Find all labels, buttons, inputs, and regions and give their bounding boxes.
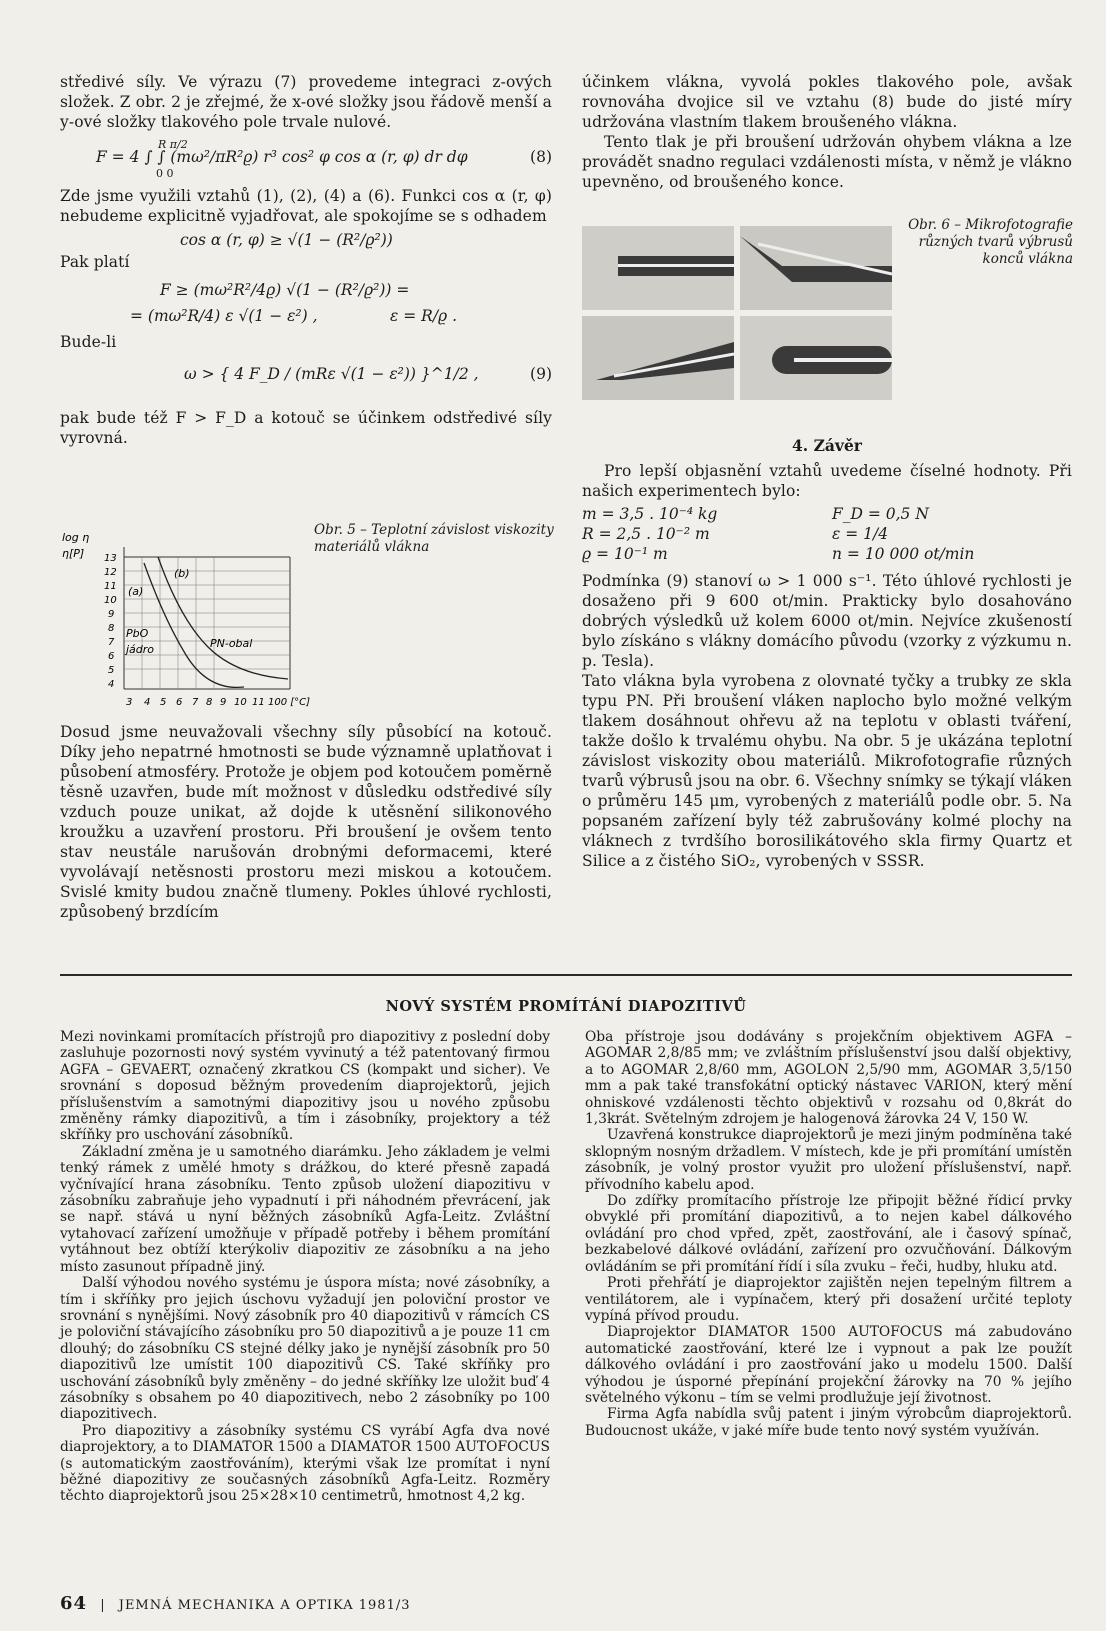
- article-divider: [60, 974, 1072, 976]
- paragraph: Další výhodou nového systému je úspora místa; nové zásobníky, a tím i skříňky pro jejich úschovu vyžadují jen poloviční prostor ve srovnání s nynějšími. Nový zásobník pro 40 diapozitivů v rámcích CS je poloviční stávajícího zásobníku pro 50 diapozitivů a je pouze 11 cm dlouhý; do zásobníku CS stejné délky jako je nynější zásobník pro 50 diapozitivů lze umístit 100 diapozitivů CS. Také skříňky pro uschování zásobníků byly změněny – do jedné skříňky lze uložit buď 4 zásobníky s obsahem po 40 diapozitivech, nebo 2 zásobníky po 100 diapozitivech.: [60, 1275, 550, 1423]
- upper-left-column-continued: [60, 722, 552, 922]
- y-tick: 11: [104, 581, 117, 592]
- equation-8: F = 4 ∫ ∫ (mω²/πR²ϱ) r³ cos² φ cos α (r, φ) dr dφ (8): [96, 148, 552, 166]
- y-tick: 9: [108, 609, 115, 620]
- equation-9-number: (9): [530, 365, 552, 383]
- equation-8-limits: R π/2: [158, 138, 188, 151]
- inequality-1: cos α (r, φ) ≥ √(1 − (R²/ϱ²)): [180, 231, 393, 249]
- value-n: n = 10 000 ot/min: [832, 545, 975, 563]
- paragraph: Podmínka (9) stanoví ω > 1 000 s⁻¹. Této úhlové rychlosti je dosaženo při 9 600 ot/min. Prakticky bylo dosahováno dobrých výsledků už kolem 6000 ot/min. Nejvíce zkušeností bylo získáno s vlákny domácího původu (vzorky z výzkumu n. p. Tesla).: [582, 572, 1072, 670]
- upper-left-column: [60, 72, 552, 448]
- x-tick: 11: [252, 697, 265, 708]
- viscosity-graph: [60, 527, 330, 717]
- value-epsilon: ε = 1/4: [832, 525, 889, 543]
- experiment-values: [582, 505, 1072, 563]
- x-tick: 6: [176, 697, 183, 708]
- epsilon-definition: ε = R/ϱ .: [390, 307, 458, 325]
- inequality-3: = (mω²R/4) ε √(1 − ε²) , ε = R/ϱ .: [130, 307, 458, 325]
- x-tick: 7: [192, 697, 199, 708]
- paragraph: Tato vlákna byla vyrobena z olovnaté tyčky a trubky ze skla typu PN. Při broušení vláken naplocho bylo možné velkým tlakem dosáhnout ohřevu až na teplotu v oblasti tváření, takže došlo k trvalému ohybu. Na obr. 5 je ukázána teplotní závislost viskozity obou materiálů. Mikrofotografie různých tvarů výbrusů jsou na obr. 6. Všechny snímky se týkají vláken o průměru 145 μm, vyrobených z materiálů podle obr. 5. Na popsaném zařízení byly též zabrušovány kolmé plochy na vláknech z tvrdšího borosilikátového skla firmy Quartz et Silice a z čistého SiO₂, vyrobených v SSSR.: [582, 672, 1072, 870]
- inequality-2: F ≥ (mω²R²/4ϱ) √(1 − (R²/ϱ²)) =: [160, 281, 410, 299]
- fiber-micrographs: [582, 226, 892, 400]
- value-m: m = 3,5 . 10⁻⁴ kg: [582, 505, 718, 523]
- equation-8-lower-limits: 0 0: [156, 167, 174, 180]
- curve-a-label: (a): [128, 585, 144, 598]
- paragraph: Dosud jsme neuvažovali všechny síly působící na kotouč. Díky jeho nepatrné hmotnosti se bude významně uplatňovat i působení atmosféry. Protože je objem pod kotoučem poměrně těsně uzavřen, bude mít možnost v důsledku odstředivé síly vzduch pouze unikat, až dojde k utěsnění silikonového kroužku a uzavření prostoru. Při broušení je ovšem tento stav neustále narušován drobnými deformacemi, které vyvolávají netěsnosti prostoru mezi miskou a kotoučem. Svislé kmity budou značně tlumeny. Pokles úhlové rychlosti, způsobený brzdícím: [60, 723, 552, 921]
- paragraph: pak bude též F > F_D a kotouč se účinkem odstředivé síly vyrovná.: [60, 409, 552, 447]
- pak-plati-text: Pak platí: [60, 253, 130, 271]
- paragraph: Oba přístroje jsou dodávány s projekčním objektivem AGFA – AGOMAR 2,8/85 mm; ve zvláštním příslušenství jsou další objektivy, a to AGOMAR 2,8/60 mm, AGOLON 2,5/90 mm, AGOMAR 3,5/150 mm a pak také transfokátní optický nástavec VARION, který mění ohniskové vzdálenosti těchto objektivů v rozsahu od 0,8krát do 1,3krát. Světelným zdrojem je halogenová žárovka 24 V, 150 W.: [585, 1029, 1072, 1128]
- x-tick: 5: [160, 697, 167, 708]
- journal-name: JEMNÁ MECHANIKA A OPTIKA 1981/3: [118, 1598, 411, 1613]
- equation-9: ω > { 4 F_D / (mRε √(1 − ε²)) }^1/2 , (9): [184, 365, 552, 383]
- paragraph: Základní změna je u samotného diarámku. Jeho základem je velmi tenký rámek z umělé hmoty s drážkou, do které přesně zapadá vyčnívající hrana zásobníku. Tento způsob uložení diapozitivu v zásobníku zabraňuje jeho vypadnutí i při náhodném převrácení, jak se např. stává u nyní běžných zásobníků Agfa-Leitz. Zvláštní vytahovací zařízení umožňuje v případě potřeby i během promítání vytáhnout bez obtíží kterýkoliv diapozitiv ze zásobníku a na jeho místo zasunout případně jiný.: [60, 1143, 550, 1275]
- paragraph: Zde jsme využili vztahů (1), (2), (4) a (6). Funkci cos α (r, φ) nebudeme explicitně vyjadřovat, ale spokojíme se s odhadem: [60, 187, 552, 225]
- page-number: 64: [60, 1593, 88, 1614]
- y-tick: 6: [108, 651, 115, 662]
- paragraph: Do zdířky promítacího přístroje lze připojit běžné řídicí prvky obvyklé při promítání diapozitivů, a to nejen kabel dálkového ovládání pro chod vpřed, zpět, zaostřování, ale i časový spínač, bezkabelové dálkové ovládání, zařízení pro ozvučňování. Dálkovým ovládáním se při promítání řídí i síla zvuku – řeči, hudby, hluku atd.: [585, 1193, 1072, 1275]
- paragraph: Proti přehřátí je diaprojektor zajištěn nejen tepelným filtrem a ventilátorem, ale i vypínačem, který při dosažení určité teploty vypíná přívod proudu.: [585, 1275, 1072, 1324]
- paragraph: Mezi novinkami promítacích přístrojů pro diapozitivy z poslední doby zasluhuje pozornosti nový systém vyvinutý a též patentovaný firmou AGFA – GEVAERT, označený zkratkou CS (kompakt und sicher). Ve srovnání s doposud běžným provedením diaprojektorů, jejich příslušenstvím a samotnými diapozitivy jsou u nového způsobu změněny rámky diapozitivů, a tím i zásobníky, projektory a též skříňky pro uschování zásobníků.: [60, 1029, 550, 1144]
- value-rho: ϱ = 10⁻¹ m: [582, 545, 668, 563]
- paragraph: Pro diapozitivy a zásobníky systému CS vyrábí Agfa dva nové diaprojektory, a to DIAMATOR 1500 a DIAMATOR 1500 AUTOFOCUS (s automatickým zaostřováním), kterými však lze promítat i nyní běžné diapozitivy ze současných zásobníků Agfa-Leitz. Rozměry těchto diaprojektorů jsou 25×28×10 centimetrů, hmotnost 4,2 kg.: [60, 1422, 550, 1505]
- y-tick: 7: [108, 637, 115, 648]
- x-tick: 100 [°C]: [268, 697, 311, 708]
- article-title: NOVÝ SYSTÉM PROMÍTÁNÍ DIAPOZITIVŮ: [385, 998, 747, 1015]
- paragraph: středivé síly. Ve výrazu (7) provedeme integraci z-ových složek. Z obr. 2 je zřejmé, že x-ové složky jsou řádově menší a y-ové složky tlakového pole trvale nulové.: [60, 73, 552, 131]
- figure-6-caption: Obr. 6 – Mikrofotografie různých tvarů výbrusů konců vlákna: [908, 217, 1073, 267]
- y-tick: 10: [104, 595, 117, 606]
- x-tick: 10: [234, 697, 247, 708]
- figure-5-graph: [60, 527, 330, 717]
- page-footer: 64 | JEMNÁ MECHANIKA A OPTIKA 1981/3: [60, 1593, 411, 1614]
- figure-6-photo: [582, 226, 892, 400]
- x-tick: 3: [126, 697, 133, 708]
- x-tick: 4: [144, 697, 151, 708]
- article-right-column: [585, 1029, 1072, 1439]
- y-tick: 12: [104, 567, 117, 578]
- article-left-column: [60, 1029, 550, 1505]
- value-r: R = 2,5 . 10⁻² m: [582, 525, 710, 543]
- core-label: jádro: [126, 643, 155, 656]
- equation-8-number: (8): [530, 148, 552, 166]
- figure-5-caption: Obr. 5 – Teplotní závislost viskozity materiálů vlákna: [314, 522, 554, 555]
- pbo-label: PbO: [126, 627, 149, 640]
- paragraph: Tento tlak je při broušení udržován ohybem vlákna a lze provádět snadno regulaci vzdálenosti místa, v němž je vlákno upevněno, od broušeného konce.: [582, 133, 1072, 191]
- y-tick: 13: [104, 553, 117, 564]
- curve-a: [144, 563, 244, 687]
- pn-cladding-label: PN-obal: [210, 637, 253, 650]
- x-tick: 8: [206, 697, 213, 708]
- y-tick: 4: [108, 679, 115, 690]
- value-fd: F_D = 0,5 N: [832, 505, 929, 523]
- y-tick: 5: [108, 665, 115, 676]
- y-label-eta: η[P]: [62, 547, 85, 560]
- upper-right-column: [582, 72, 1072, 192]
- paragraph: účinkem vlákna, vyvolá pokles tlakového pole, avšak rovnováha dvojice sil ve vztahu (8) bude do jisté míry udržována vlastním tlakem broušeného vlákna.: [582, 73, 1072, 131]
- paragraph: Pro lepší objasnění vztahů uvedeme číselné hodnoty. Při našich experimentech bylo:: [582, 462, 1072, 500]
- curve-b-label: (b): [174, 567, 190, 580]
- bude-li-text: Bude-li: [60, 333, 117, 351]
- paragraph: Diaprojektor DIAMATOR 1500 AUTOFOCUS má zabudováno automatické zaostřování, které lze i vypnout a pak lze použít dálkového ovládání i pro zaostřování jako u modelu 1500. Další výhodou je úsporné přepínání projekční žárovky na 70 % jejího světelného výkonu – tím se velmi prodlužuje její životnost.: [585, 1324, 1072, 1406]
- paragraph: Uzavřená konstrukce diaprojektorů je mezi jiným podmíněna také sklopným nosným držadlem. V místech, kde je při promítání umístěn zásobník, je volný prostor využit pro uložení příslušenství, např. přívodního kabelu apod.: [585, 1127, 1072, 1193]
- paragraph: Firma Agfa nabídla svůj patent i jiným výrobcům diaprojektorů. Budoucnost ukáže, v jaké míře bude tento nový systém využíván.: [585, 1406, 1072, 1439]
- section-heading: 4. Závěr: [792, 436, 862, 455]
- conclusion-section: [582, 428, 1072, 871]
- y-label-log: log η: [62, 531, 90, 544]
- x-tick: 9: [220, 697, 227, 708]
- y-tick: 8: [108, 623, 115, 634]
